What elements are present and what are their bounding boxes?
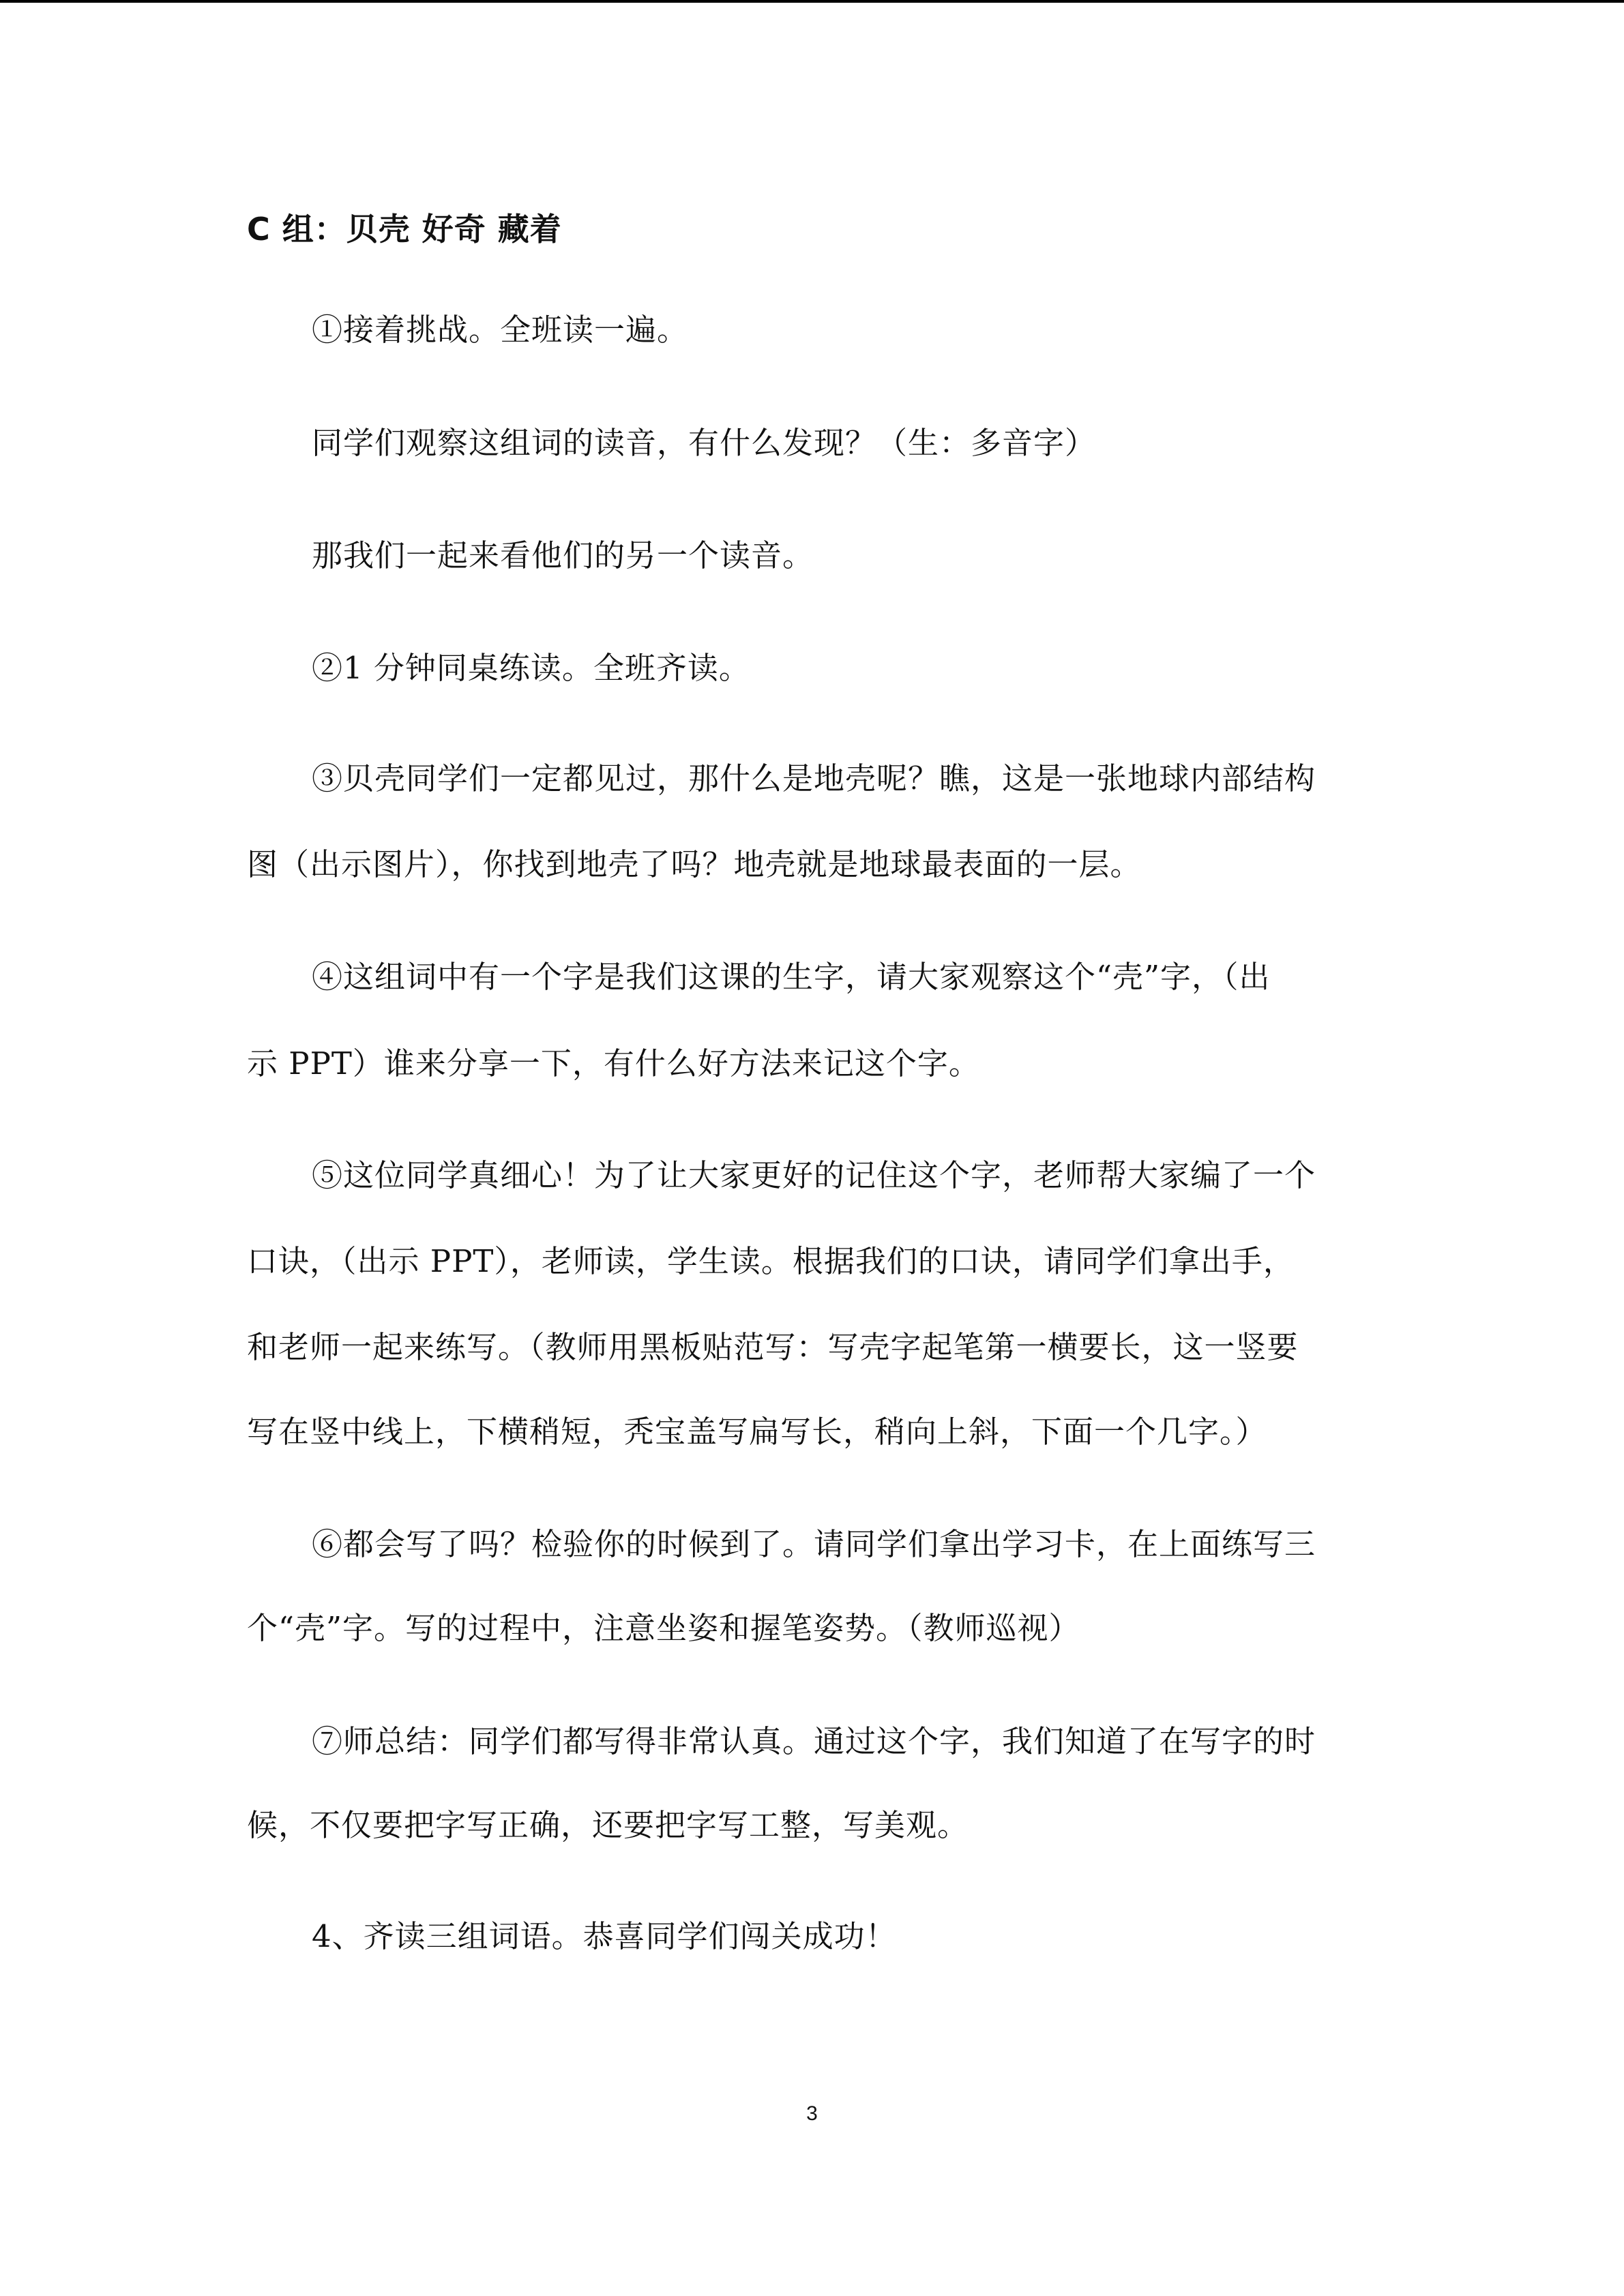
paragraph-line: 示 PPT）谁来分享一下，有什么好方法来记这个字。	[247, 1045, 980, 1082]
paragraph-line: 那我们一起来看他们的另一个读音。	[312, 537, 814, 573]
paragraph-line: ④这组词中有一个字是我们这课的生字，请大家观察这个“壳”字，（出	[312, 959, 1271, 995]
paragraph-line: ①接着挑战。全班读一遍。	[312, 312, 689, 348]
paragraph-line: 口诀，（出示 PPT），老师读，学生读。根据我们的口诀，请同学们拿出手，	[247, 1243, 1295, 1279]
paragraph-line: ③贝壳同学们一定都见过，那什么是地壳呢？瞧，这是一张地球内部结构	[312, 760, 1316, 796]
paragraph-line: 图（出示图片），你找到地壳了吗？地壳就是地球最表面的一层。	[247, 846, 1142, 882]
paragraph-line: 4、齐读三组词语。恭喜同学们闯关成功！	[312, 1918, 897, 1954]
paragraph-line: ②1 分钟同桌练读。全班齐读。	[312, 650, 750, 686]
page-number: 3	[806, 2102, 818, 2125]
paragraph-line: 候，不仅要把字写正确，还要把字写工整，写美观。	[247, 1807, 969, 1843]
paragraph-line: ⑦师总结：同学们都写得非常认真。通过这个字，我们知道了在写字的时	[312, 1723, 1316, 1759]
paragraph-line: 个“壳”字。写的过程中，注意坐姿和握笔姿势。（教师巡视）	[247, 1610, 1080, 1646]
paragraph-line: ⑥都会写了吗？检验你的时候到了。请同学们拿出学习卡，在上面练写三	[312, 1526, 1316, 1562]
paragraph-line: 写在竖中线上，下横稍短，秃宝盖写扁写长，稍向上斜，下面一个几字。）	[247, 1414, 1267, 1450]
paragraph-line: ⑤这位同学真细心！为了让大家更好的记住这个字，老师帮大家编了一个	[312, 1157, 1316, 1193]
paragraph-line: 同学们观察这组词的读音，有什么发现？（生：多音字）	[312, 425, 1097, 461]
paragraph-line: 和老师一起来练写。（教师用黑板贴范写：写壳字起笔第一横要长，这一竖要	[247, 1329, 1299, 1365]
section-heading: C 组：贝壳 好奇 藏着	[247, 211, 562, 248]
